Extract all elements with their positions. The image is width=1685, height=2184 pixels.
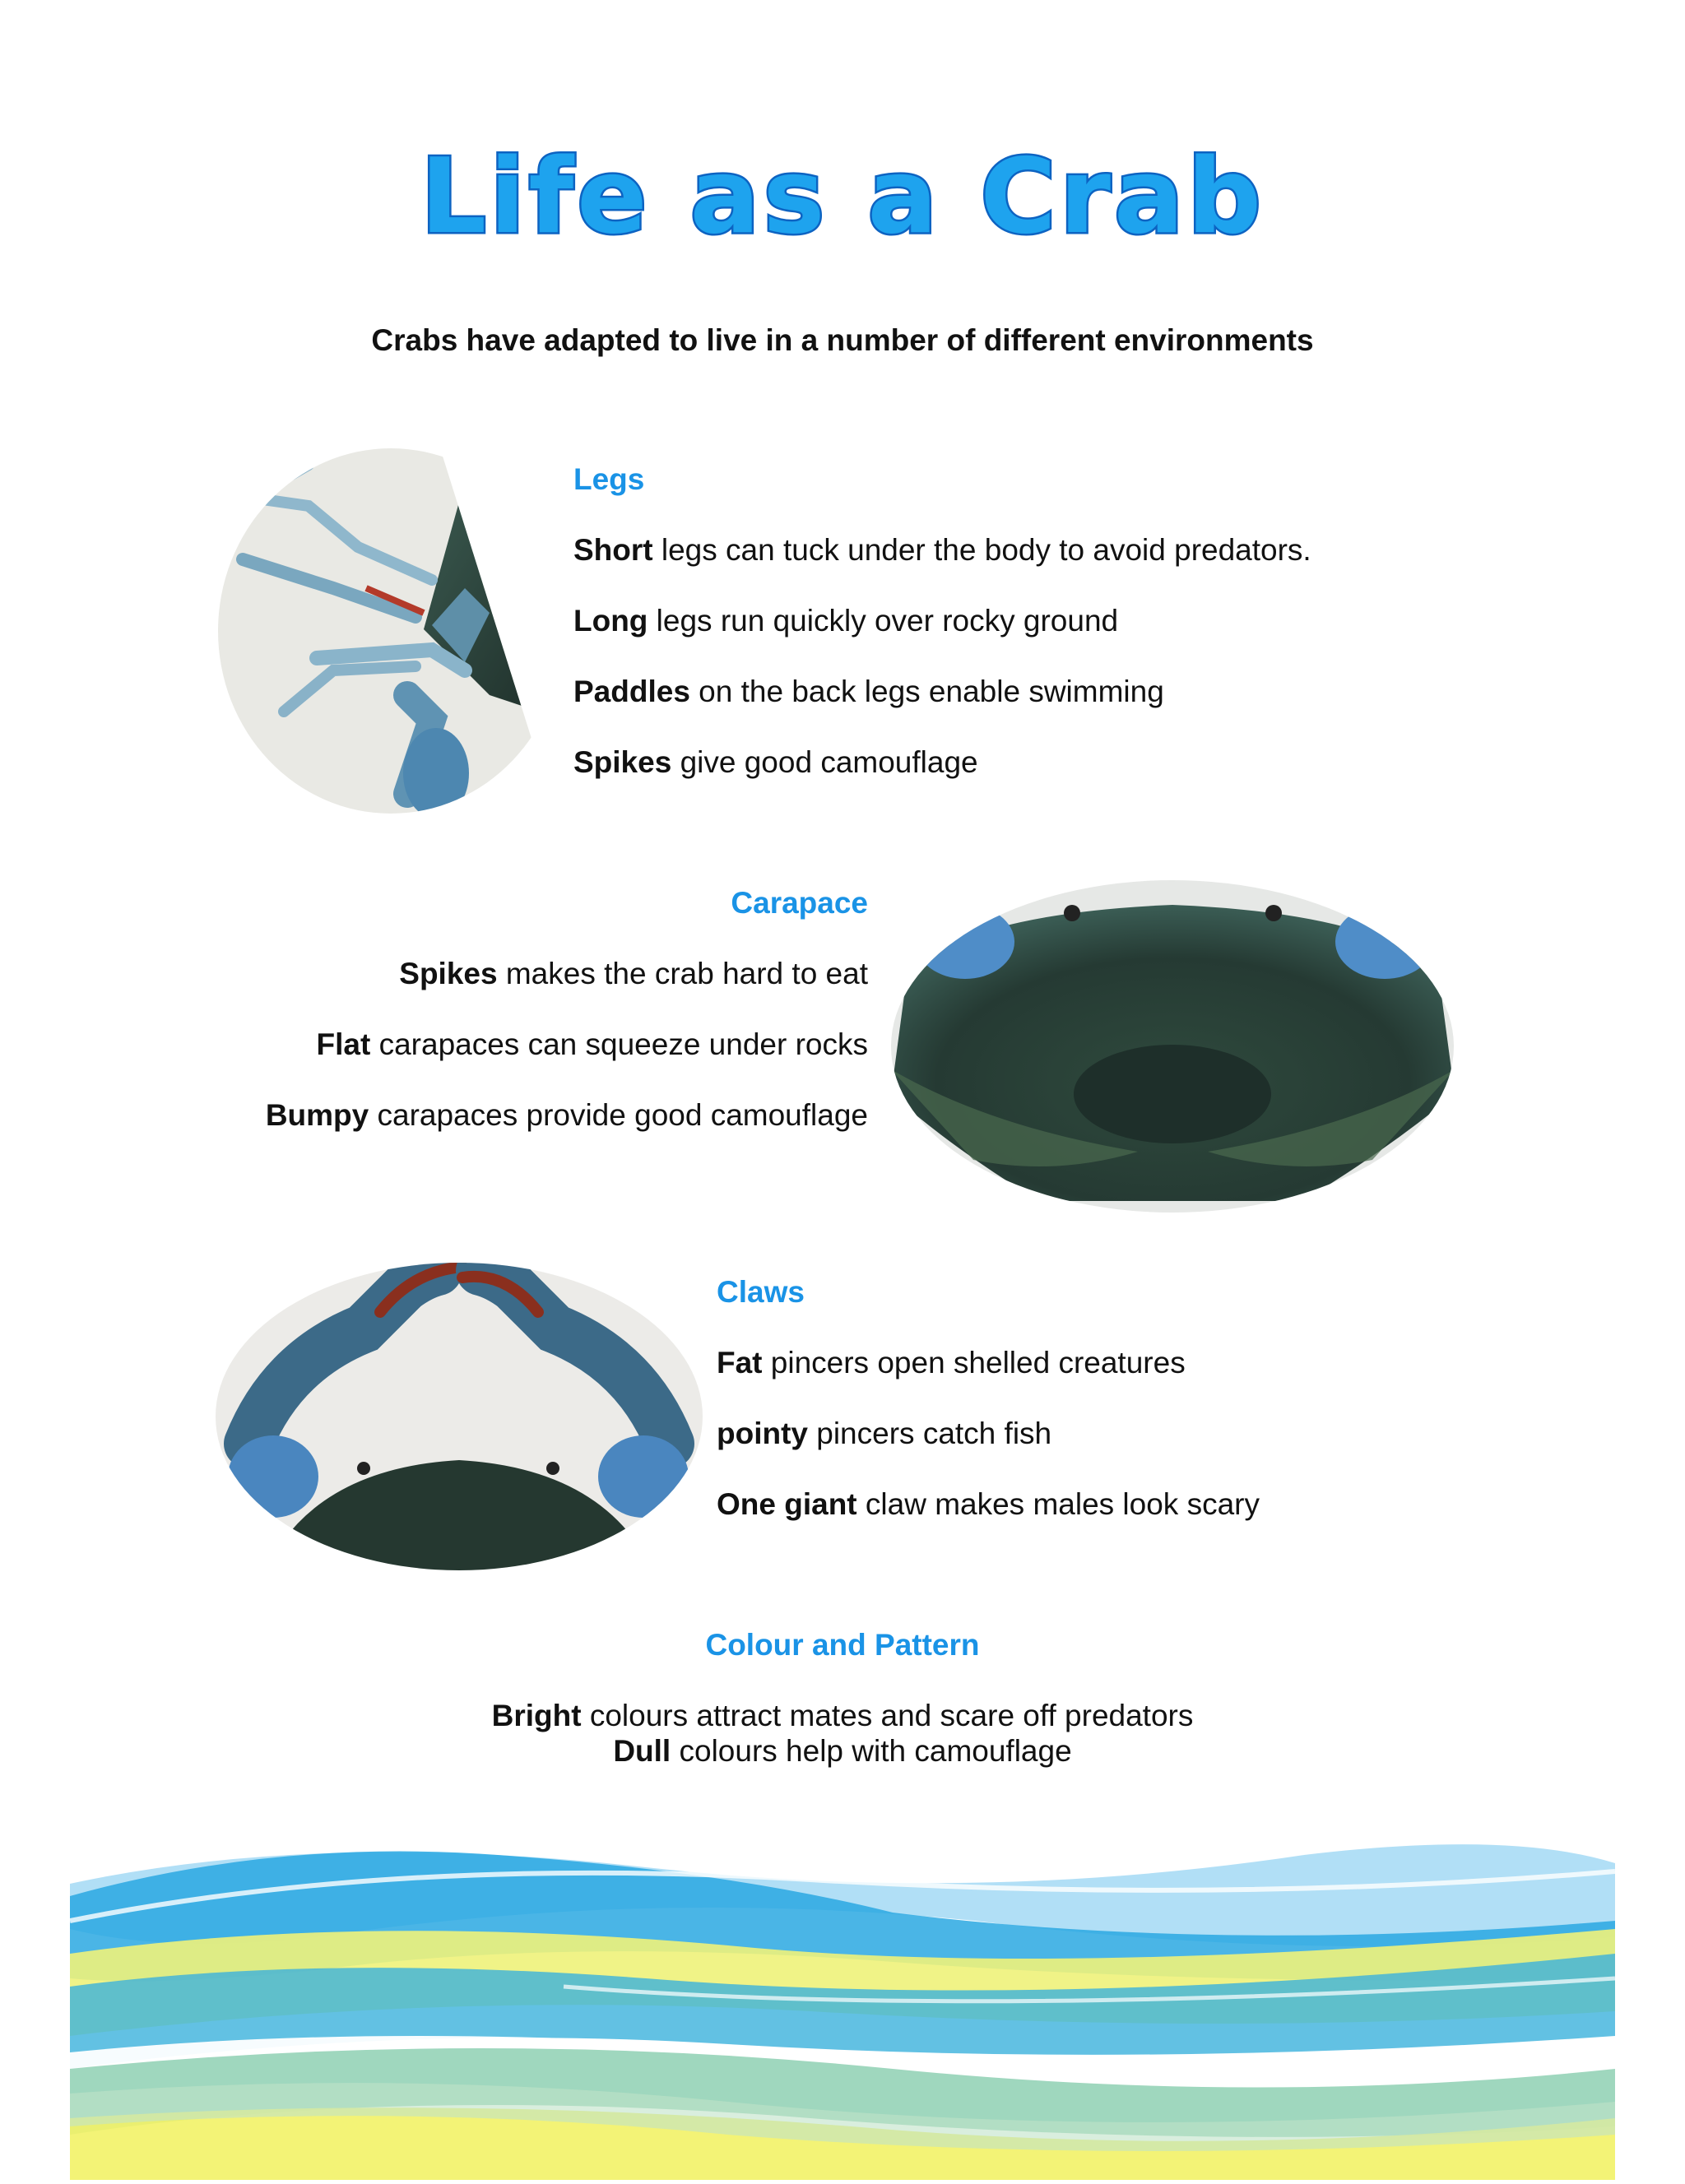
legs-item-3: Paddles on the back legs enable swimming <box>573 675 1164 708</box>
colour-item-2: Dull colours help with camouflage <box>613 1734 1072 1768</box>
decorative-waves <box>70 1822 1615 2180</box>
claws-item-3: One giant claw makes males look scary <box>717 1487 1260 1521</box>
colour-heading: Colour and Pattern <box>705 1628 980 1662</box>
page-title: Life as a Crab <box>420 136 1265 257</box>
legs-heading: Legs <box>573 462 645 496</box>
legs-item-2: Long legs run quickly over rocky ground <box>573 604 1119 638</box>
legs-item-4: Spikes give good camouflage <box>573 745 978 779</box>
page-subtitle: Crabs have adapted to live in a number of different environments <box>371 323 1314 357</box>
crab-claws-photo <box>216 1263 703 1571</box>
crab-carapace-photo <box>891 880 1455 1213</box>
claws-item-2: pointy pincers catch fish <box>717 1417 1052 1450</box>
crab-legs-photo <box>218 448 564 814</box>
claws-heading: Claws <box>717 1275 805 1309</box>
carapace-item-2: Flat carapaces can squeeze under rocks <box>316 1027 868 1061</box>
colour-item-1: Bright colours attract mates and scare off predators <box>491 1699 1194 1732</box>
claws-item-1: Fat pincers open shelled creatures <box>717 1346 1186 1379</box>
carapace-item-3: Bumpy carapaces provide good camouflage <box>265 1098 868 1132</box>
carapace-heading: Carapace <box>731 886 868 920</box>
legs-item-1: Short legs can tuck under the body to avoid predators. <box>573 533 1311 567</box>
carapace-item-1: Spikes makes the crab hard to eat <box>399 957 868 990</box>
